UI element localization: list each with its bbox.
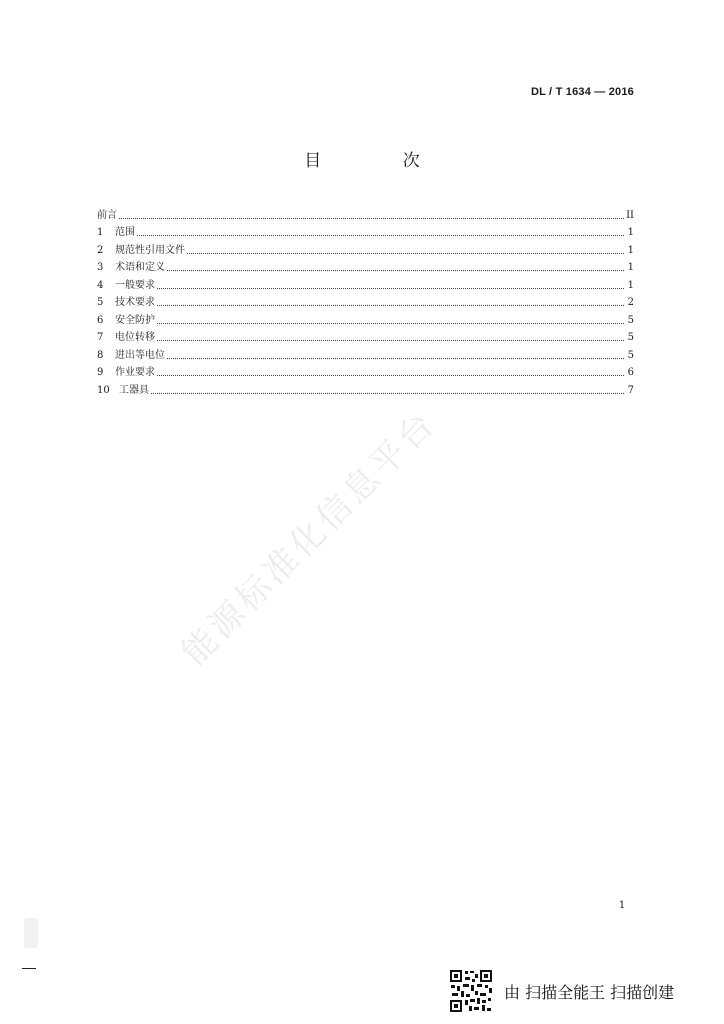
toc-item-label: 范围 — [115, 227, 135, 238]
toc-item-page: 5 — [627, 332, 634, 343]
toc-leader — [137, 235, 624, 236]
toc-item-label: 工器具 — [119, 384, 149, 396]
toc-leader — [167, 358, 624, 359]
page-title: 目 次 — [304, 151, 458, 171]
toc-item-number: 9 — [97, 367, 104, 378]
toc-item-page: 5 — [627, 314, 634, 326]
toc-item-number: 1 — [97, 227, 104, 238]
toc-item-page: 1 — [627, 244, 634, 256]
toc-leader — [157, 305, 624, 306]
standard-number: DL / T 1634 — 2016 — [530, 86, 634, 98]
toc-item-number: 3 — [97, 262, 104, 273]
toc-item-page: 1 — [627, 227, 634, 238]
toc-leader — [167, 270, 624, 271]
toc-item-label: 电位转移 — [115, 332, 155, 343]
toc-item[interactable] — [97, 362, 634, 380]
toc-item[interactable] — [97, 257, 634, 275]
toc-item-number: 7 — [97, 332, 104, 343]
page-number: 1 — [618, 900, 626, 911]
toc-item[interactable] — [97, 309, 634, 327]
toc-item-label: 规范性引用文件 — [115, 244, 185, 256]
watermark: 能源标准化信息平台 — [174, 403, 445, 674]
toc-item[interactable] — [97, 204, 634, 222]
toc-item-label: 技术要求 — [115, 297, 155, 308]
scan-edge-mark — [22, 968, 36, 969]
toc-item[interactable] — [97, 344, 634, 362]
toc-item-page: II — [626, 209, 634, 221]
toc-item-label: 作业要求 — [115, 367, 155, 378]
toc-leader — [157, 288, 624, 289]
toc-item-page: 1 — [627, 262, 634, 273]
scan-badge-text: 由 扫描全能王 扫描创建 — [504, 982, 675, 1002]
toc-item[interactable] — [97, 379, 634, 397]
qr-code-icon — [448, 968, 494, 1014]
toc-leader — [119, 218, 624, 219]
toc-item-label: 前言 — [97, 209, 117, 221]
toc-item-page: 2 — [627, 297, 634, 308]
toc-item-number: 6 — [97, 314, 104, 326]
toc-item-page: 1 — [627, 279, 634, 291]
table-of-contents — [97, 204, 634, 397]
toc-item-number: 4 — [97, 279, 104, 291]
toc-leader — [157, 323, 624, 324]
toc-leader — [157, 340, 624, 341]
toc-item-number: 10 — [97, 384, 110, 396]
toc-item-page: 7 — [627, 384, 634, 396]
toc-leader — [157, 375, 624, 376]
scan-smudge — [24, 918, 38, 948]
toc-item[interactable] — [97, 222, 634, 240]
toc-item[interactable] — [97, 327, 634, 345]
toc-item-page: 6 — [627, 367, 634, 378]
toc-item[interactable] — [97, 292, 634, 310]
toc-item-label: 安全防护 — [115, 314, 155, 326]
toc-leader — [151, 393, 624, 394]
toc-item-label: 进出等电位 — [115, 349, 165, 361]
toc-item[interactable] — [97, 239, 634, 257]
toc-item-number: 5 — [97, 297, 104, 308]
toc-item-label: 一般要求 — [115, 279, 155, 291]
scan-badge — [448, 968, 674, 1014]
toc-item-page: 5 — [627, 349, 634, 361]
toc-leader — [187, 253, 624, 254]
toc-item[interactable] — [97, 274, 634, 292]
toc-item-number: 8 — [97, 349, 104, 361]
toc-item-label: 术语和定义 — [115, 262, 165, 273]
toc-item-number: 2 — [97, 244, 104, 256]
